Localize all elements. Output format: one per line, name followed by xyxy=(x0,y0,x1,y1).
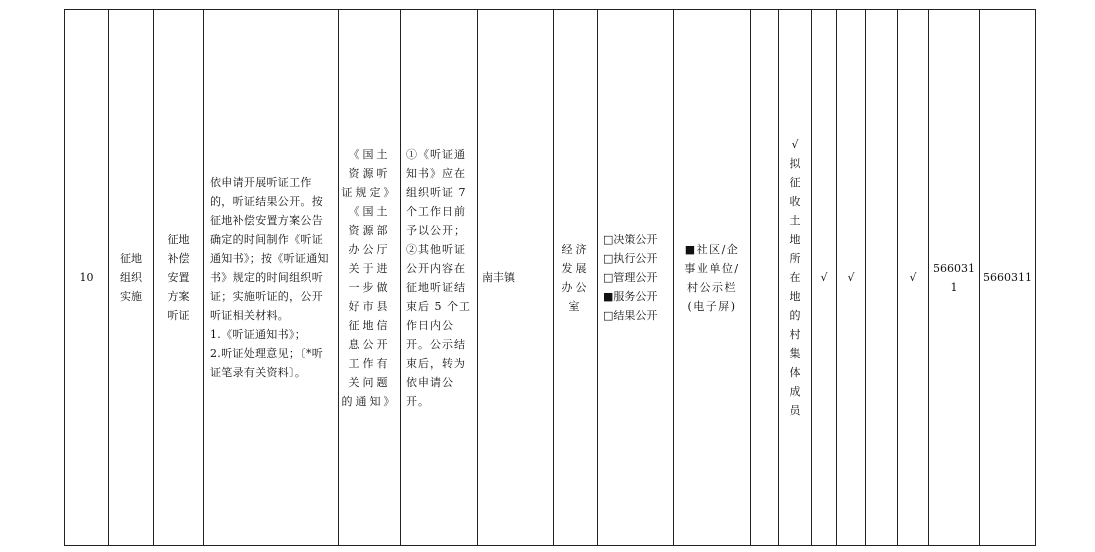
check-cell-2: √ xyxy=(837,10,866,546)
channel-cell xyxy=(674,10,751,546)
type-service: ■服务公开 xyxy=(603,290,658,303)
channel-line: 事业单位/ xyxy=(684,261,740,275)
basis-cell: 《国土 资源听 证规定》 《国土 资源部 办公厅 关于进 一步做 好市县 征地信 息公开 工作有 关问题 的通知》 xyxy=(339,10,401,546)
item-cell: 征地 补偿 安置 方案 听证 xyxy=(154,10,204,546)
channel-line: ■社区/企 xyxy=(684,242,740,256)
category-cell: 征地 组织 实施 xyxy=(109,10,154,546)
subject-cell: 南丰镇 xyxy=(478,10,554,546)
channel-line: (电子屏) xyxy=(687,299,737,313)
types-cell xyxy=(598,10,674,546)
scope-cell: √ 拟 征 收 土 地 所 在 地 的 村 集 体 成 员 xyxy=(779,10,812,546)
check-cell-3: √ xyxy=(898,10,929,546)
time-limit-cell: ①《听证通 知书》应在 组织听证 7 个工作日前 予以公开； ②其他听证 公开内容在 征地听证结 束后 5 个工 作日内公 开。公示结 束后，转为 依申请公 开。 xyxy=(401,10,478,546)
type-management: □管理公开 xyxy=(603,271,658,284)
dept-cell: 经济 发展 办公 室 xyxy=(554,10,598,546)
empty-cell xyxy=(866,10,898,546)
type-result: □结果公开 xyxy=(603,309,658,322)
phone-cell-1: 566031 1 xyxy=(929,10,980,546)
check-cell-1: √ xyxy=(812,10,837,546)
disclosure-table xyxy=(64,9,1036,546)
content-cell: 依申请开展听证工作 的，听证结果公开。按 征地补偿安置方案公告 确定的时间制作《听证 通知书》；按《听证通知 书》规定的时间组织听 证；实施听证的，公开 听证相关材料。 1.《听证通知书》； 2.听证处理意见；〔*听 证笔录有关资料〕。 xyxy=(204,10,339,546)
type-execution: □执行公开 xyxy=(603,252,658,265)
phone-cell-2: 5660311 xyxy=(980,10,1036,546)
table-row xyxy=(65,10,1036,546)
channel-line: 村公示栏 xyxy=(687,280,737,294)
type-decision: □决策公开 xyxy=(603,233,658,246)
empty-cell xyxy=(751,10,779,546)
seq-cell: 10 xyxy=(65,10,109,546)
